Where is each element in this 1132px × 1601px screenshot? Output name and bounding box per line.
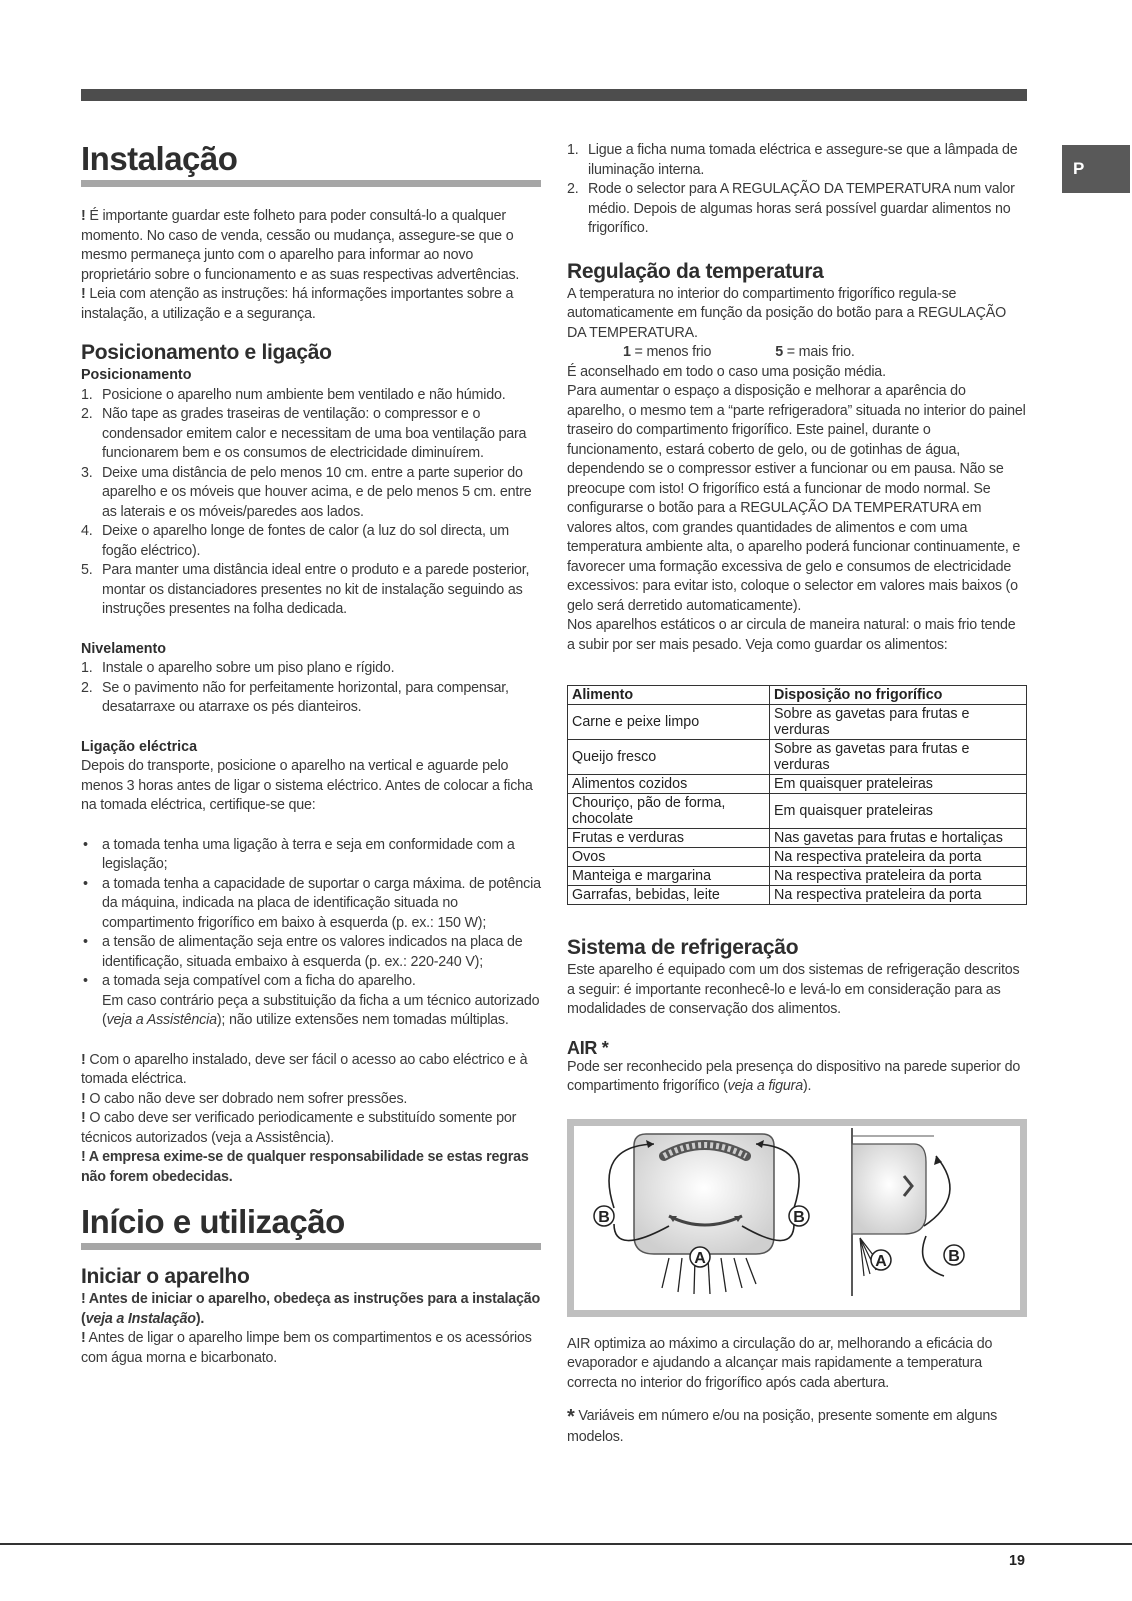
list-item: 2. Não tape as grades traseiras de ventilação: o compressor e o condensador emitem calor e necessitam de uma boa ventilação para funcionarem bem e os consumos de electricidade diminuírem. [81, 406, 527, 461]
table-header-row [568, 686, 1027, 705]
table-cell: Na respectiva prateleira da porta [770, 886, 1027, 905]
page-number: 19 [1009, 1553, 1025, 1569]
left-column [81, 140, 541, 1368]
subheading-electrical: Ligação eléctrica [81, 738, 198, 755]
table-cell: Carne e peixe limpo [568, 705, 770, 740]
section-title-installation: Instalação [81, 140, 238, 177]
table-header: Disposição no frigorífico [770, 686, 1027, 705]
temperature-paragraph-3: Para aumentar o espaço a disposição e melhorar a aparência do aparelho, o mesmo tem a “parte refrigeradora” situada no interior do painel traseiro do compartimento frigorífico. Este painel, durante o funcionamento, estará coberto de gelo, ou de gotinhas de água, dependendo se o compressor estiver a funcionar ou em pausa. Não se preocupe com isto! O frigorífico está a funcionar de modo normal. Se configurarse o botão para a REGULAÇÃO DA TEMPERATURA em valores altos, com grandes quantidades de alimentos e com uma temperatura ambiente alta, o aparelho poderá funcionar continuamente, e favorecer uma formação excessiva de gelo e consumos de electricidade excessivos: para evitar isto, coloque o selector em valores mais baixos (o gelo será derretido automaticamente). [567, 383, 1026, 614]
table-row [568, 886, 1027, 905]
table-cell: Sobre as gavetas para frutas e verduras [770, 740, 1027, 775]
table-row [568, 775, 1027, 794]
subheading-leveling: Nivelamento [81, 640, 167, 657]
table-cell: Sobre as gavetas para frutas e verduras [770, 705, 1027, 740]
food-storage-table [567, 685, 1027, 905]
temperature-paragraph-2: É aconselhado em todo o caso uma posição média. [567, 363, 886, 380]
heading-cooling-system: Sistema de refrigeração [567, 936, 799, 959]
right-column [567, 141, 1027, 1447]
footnote: * Variáveis em número e/ou na posição, presente somente em alguns modelos. [567, 1406, 998, 1445]
subheading-positioning: Posicionamento [81, 367, 192, 383]
list-item: 2. Se o pavimento não for perfeitamente horizontal, para compensar, desatarraxe ou atarraxe os pés dianteiros. [81, 679, 509, 715]
table-cell: Queijo fresco [568, 740, 770, 775]
table-row [568, 705, 1027, 740]
table-row [568, 829, 1027, 848]
intro-paragraph-1: ! É importante guardar este folheto para poder consultá-lo a qualquer momento. No caso de venda, cessão ou mudança, assegure-se que o mesmo permaneça junto com o aparelho para informar ao novo proprietário sobre o funcionamento e as suas respectivas advertências. [81, 208, 520, 283]
table-row [568, 794, 1027, 829]
title-rule [81, 180, 541, 187]
table-cell: Na respectiva prateleira da porta [770, 867, 1027, 886]
table-row [568, 848, 1027, 867]
electrical-bullets [81, 836, 541, 1031]
temperature-paragraph-1: A temperatura no interior do compartimento frigorífico regula-se automaticamente em função da posição do botão para a REGULAÇÃO DA TEMPERATURA. [567, 285, 1007, 341]
warning-1: ! Com o aparelho instalado, deve ser fácil o acesso ao cabo eléctrico e à tomada eléctrica. [81, 1051, 528, 1087]
list-item: 2. Rode o selector para A REGULAÇÃO DA TEMPERATURA num valor médio. Depois de algumas horas será possível guardar alimentos no frigorífico. [567, 181, 1015, 236]
table-cell: Alimentos cozidos [568, 775, 770, 794]
table-cell: Manteiga e margarina [568, 867, 770, 886]
warning-2: ! O cabo não deve ser dobrado nem sofrer pressões. [81, 1090, 408, 1107]
positioning-list [81, 386, 541, 620]
list-item: 1. Instale o aparelho sobre um piso plano e rígido. [81, 660, 395, 676]
list-item: • a tomada tenha uma ligação à terra e seja em conformidade com a legislação; [81, 836, 541, 875]
temperature-scale: 1 = menos frio 5 = mais frio. [623, 344, 855, 360]
air-device-illustration [574, 1126, 1020, 1310]
table-row [568, 867, 1027, 886]
heading-air: AIR * [567, 1037, 609, 1058]
list-item: • a tensão de alimentação seja entre os valores indicados na placa de identificação, situada embaixo à esquerda (p. ex.: 220-240 V); [81, 933, 541, 972]
start-warning-bold: ! Antes de iniciar o aparelho, obedeça as instruções para a instalação (veja a Instalação). [81, 1291, 541, 1327]
figure-label-a-side: A [875, 1252, 887, 1270]
list-item: 4. Deixe o aparelho longe de fontes de calor (a luz do sol directa, um fogão eléctrico). [81, 523, 510, 559]
table-cell: Chouriço, pão de forma, chocolate [568, 794, 770, 829]
table-cell: Na respectiva prateleira da porta [770, 848, 1027, 867]
start-steps-list [567, 141, 1027, 239]
figure-label-b-right: B [793, 1208, 805, 1226]
temperature-paragraph-4: Nos aparelhos estáticos o ar circula de maneira natural: o mais frio tende a subir por ser mais pesado. Veja como guardar os alimentos: [567, 617, 1016, 653]
heading-start-appliance: Iniciar o aparelho [81, 1265, 250, 1288]
leveling-list [81, 659, 541, 718]
table-cell: Em quaisquer prateleiras [770, 794, 1027, 829]
language-tab: P [1062, 145, 1130, 193]
table-cell: Garrafas, bebidas, leite [568, 886, 770, 905]
list-item: 5. Para manter uma distância ideal entre o produto e a parede posterior, montar os distanciadores presentes no kit de instalação seguindo as instruções presentes na folha dedicada. [81, 562, 530, 617]
figure-label-a-front: A [694, 1249, 706, 1267]
warning-bold: ! A empresa exime-se de qualquer responsabilidade se estas regras não forem obedecidas. [81, 1149, 529, 1185]
electrical-paragraph: Depois do transporte, posicione o aparelho na vertical e aguarde pelo menos 3 horas antes de ligar o sistema eléctrico. Antes de colocar a ficha na tomada eléctrica, certifique-se que: [81, 758, 533, 813]
cooling-system-paragraph: Este aparelho é equipado com um dos sistemas de refrigeração descritos a seguir: é importante reconhecê-lo e levá-lo em consideração para as modalidades de conservação dos alimentos. [567, 962, 1020, 1017]
section-title-start: Início e utilização [81, 1203, 345, 1240]
intro-paragraph-2: ! Leia com atenção as instruções: há informações importantes sobre a instalação, a utilização e a segurança. [81, 286, 514, 322]
top-bar [81, 89, 1027, 101]
table-cell: Frutas e verduras [568, 829, 770, 848]
table-cell: Em quaisquer prateleiras [770, 775, 1027, 794]
footer-rule [0, 1543, 1132, 1545]
table-cell: Ovos [568, 848, 770, 867]
table-header: Alimento [568, 686, 770, 705]
figure-label-b-left: B [598, 1208, 610, 1226]
heading-positioning: Posicionamento e ligação [81, 341, 332, 364]
table-cell: Nas gavetas para frutas e hortaliças [770, 829, 1027, 848]
title-rule [81, 1243, 541, 1250]
list-item: 1. Ligue a ficha numa tomada eléctrica e assegure-se que a lâmpada de iluminação interna. [567, 142, 1018, 178]
warning-3: ! O cabo deve ser verificado periodicamente e substituído somente por técnicos autorizados (veja a Assistência). [81, 1110, 517, 1146]
figure-label-b-side: B [948, 1247, 960, 1265]
start-warning: ! Antes de ligar o aparelho limpe bem os compartimentos e os acessórios com água morna e bicarbonato. [81, 1330, 532, 1366]
list-item: 1. Posicione o aparelho num ambiente bem ventilado e não húmido. [81, 386, 506, 403]
air-figure [567, 1119, 1027, 1317]
table-row [568, 740, 1027, 775]
air-paragraph: Pode ser reconhecido pela presença do dispositivo na parede superior do compartimento frigorífico (veja a figura). [567, 1058, 1021, 1094]
list-item: • a tomada seja compatível com a ficha do aparelho. Em caso contrário peça a substituição da ficha a um técnico autorizado (veja a Assistência); não utilize extensões nem tomadas múltiplas. [81, 972, 541, 1031]
list-item: 3. Deixe uma distância de pelo menos 10 cm. entre a parte superior do aparelho e os móveis que houver acima, e de pelo menos 5 cm. entre as laterais e os móveis/paredes aos lados. [81, 464, 532, 520]
heading-temperature: Regulação da temperatura [567, 259, 824, 283]
list-item: • a tomada tenha a capacidade de suportar o carga máxima. de potência da máquina, indicada na placa de identificação situada no compartimento frigorífico em baixo à esquerda (p. ex.: 150 W); [81, 875, 541, 934]
air-description: AIR optimiza ao máximo a circulação do ar, melhorando a eficácia do evaporador e ajudando a alcançar mais rapidamente a temperatura correcta no interior do frigorífico após cada abertura. [567, 1335, 993, 1391]
